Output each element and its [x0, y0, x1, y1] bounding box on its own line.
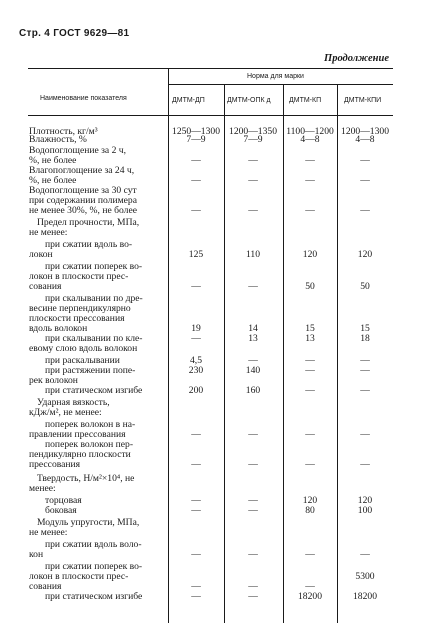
grade-header-rule — [168, 84, 393, 85]
row-label: не менее: — [29, 227, 68, 238]
row-label: Ударная вязкость, — [37, 397, 110, 408]
row-value: — — [191, 549, 201, 560]
row-label: при статическом изгибе — [45, 591, 143, 602]
row-label: Водопоглощение за 30 сут — [29, 185, 137, 196]
row-label: вдоль волокон — [29, 323, 88, 334]
row-value: — — [248, 459, 258, 470]
grade-header-kp: ДМТМ-КП — [289, 97, 322, 104]
row-label: Водопоглощение за 2 ч, — [29, 145, 126, 156]
row-label: торцовая — [45, 495, 82, 506]
row-value: 13 — [305, 333, 315, 344]
row-value: — — [248, 281, 258, 292]
row-value: 18 — [360, 333, 370, 344]
row-value: 7—9 — [186, 134, 206, 145]
row-value: — — [305, 175, 315, 186]
row-value: — — [360, 175, 370, 186]
row-label: менее: — [29, 483, 56, 494]
row-value: — — [191, 459, 201, 470]
row-value: — — [360, 385, 370, 396]
row-label: евому слою вдоль волокон — [29, 343, 138, 354]
row-value: — — [305, 155, 315, 166]
row-value: 18200 — [298, 591, 322, 602]
row-value: 1200—1300 — [341, 126, 389, 137]
row-label: плоскости прессования — [29, 313, 125, 324]
row-label: локон — [29, 249, 53, 260]
row-value: — — [305, 459, 315, 470]
row-value: 230 — [188, 365, 204, 376]
row-value: 4,5 — [190, 355, 202, 366]
row-label: локон в плоскости прес- — [29, 571, 129, 582]
continuation-label: Продолжение — [324, 53, 389, 64]
row-value: — — [248, 155, 258, 166]
row-value: — — [360, 355, 370, 366]
column-group-header: Норма для марки — [247, 73, 304, 80]
row-value: — — [191, 505, 201, 516]
row-label: кДж/м², не менее: — [29, 407, 102, 418]
row-value: — — [360, 205, 370, 216]
row-label: поперек волокон в на- — [45, 419, 136, 430]
row-label: Влагопоглощение за 24 ч, — [29, 165, 135, 176]
row-value: — — [305, 385, 315, 396]
row-value: 120 — [302, 249, 318, 260]
row-label: Предел прочности, МПа, — [37, 217, 140, 228]
row-label: Плотность, кг/м³ — [29, 126, 98, 137]
row-label: правлении прессования — [29, 429, 126, 440]
row-label: %, не более — [29, 175, 77, 186]
row-value: — — [360, 429, 370, 440]
row-value: — — [248, 429, 258, 440]
row-value: — — [191, 429, 201, 440]
row-label: при сжатии вдоль воло- — [45, 539, 142, 550]
row-value: — — [305, 355, 315, 366]
table-top-rule — [28, 68, 393, 69]
row-value: — — [305, 549, 315, 560]
column-header-name: Наименование показателя — [40, 95, 127, 102]
row-value: 1250—1300 — [172, 126, 220, 137]
row-label: при растяжении попе- — [45, 365, 136, 376]
row-value: 120 — [357, 495, 373, 506]
row-value: — — [248, 549, 258, 560]
grade-header-opk: ДМТМ-ОПК д — [227, 97, 271, 104]
grade-header-dp: ДМТМ-ДП — [172, 97, 205, 104]
row-label: не менее 30%, %, не более — [29, 205, 137, 216]
row-value: — — [248, 591, 258, 602]
row-value: 160 — [245, 385, 261, 396]
row-label: Твердость, Н/м²×10⁴, не — [37, 473, 135, 484]
row-value: 15 — [360, 323, 370, 334]
row-value: 14 — [248, 323, 258, 334]
row-value: 120 — [302, 495, 318, 506]
row-value: — — [248, 175, 258, 186]
row-label: при скалывании по дре- — [45, 293, 143, 304]
row-value: — — [248, 355, 258, 366]
row-label: при раскалывании — [45, 355, 120, 366]
row-value: — — [191, 591, 201, 602]
row-value: — — [360, 155, 370, 166]
row-value: 125 — [188, 249, 204, 260]
row-value: — — [191, 581, 201, 592]
row-value: 100 — [357, 505, 373, 516]
row-value: 50 — [305, 281, 315, 292]
row-label: Модуль упругости, МПа, — [37, 517, 140, 528]
row-value: — — [360, 365, 370, 376]
row-label: пендикулярно плоскости — [29, 449, 131, 460]
row-label: поперек волокон пер- — [45, 439, 134, 450]
row-label: при содержании полимера — [29, 195, 137, 206]
row-value: — — [248, 205, 258, 216]
row-value: — — [360, 459, 370, 470]
row-value: 200 — [188, 385, 204, 396]
row-value: — — [360, 549, 370, 560]
row-label: не менее: — [29, 527, 68, 538]
row-value: 80 — [305, 505, 315, 516]
row-label: при статическом изгибе — [45, 385, 143, 396]
row-value: — — [305, 365, 315, 376]
row-label: локон в плоскости прес- — [29, 271, 129, 282]
row-value: — — [248, 495, 258, 506]
row-value: 19 — [191, 323, 201, 334]
row-value: — — [191, 155, 201, 166]
row-value: — — [248, 505, 258, 516]
row-value: — — [248, 581, 258, 592]
row-value: 15 — [305, 323, 315, 334]
row-label: при сжатии вдоль во- — [45, 239, 133, 250]
grade-header-kpi: ДМТМ-КПИ — [344, 97, 382, 104]
row-value: 50 — [360, 281, 370, 292]
row-label: рек волокон — [29, 375, 78, 386]
row-label: %, не более — [29, 155, 77, 166]
row-label: при сжатии поперек во- — [45, 561, 143, 572]
row-value: — — [191, 495, 201, 506]
row-value: 110 — [245, 249, 261, 260]
row-value: 1100—1200 — [286, 126, 334, 137]
row-value: 4—8 — [300, 134, 320, 145]
row-value: — — [191, 205, 201, 216]
row-value: — — [305, 581, 315, 592]
page-header: Стр. 4 ГОСТ 9629—81 — [19, 28, 130, 39]
row-label: сования — [29, 281, 62, 292]
row-label: Влажность, % — [29, 134, 87, 145]
row-value: — — [305, 429, 315, 440]
header-bottom-rule — [28, 115, 393, 116]
row-value: 18200 — [353, 591, 377, 602]
row-label: боковая — [45, 505, 77, 516]
row-value: — — [191, 175, 201, 186]
row-value: — — [305, 205, 315, 216]
row-value: — — [191, 333, 201, 344]
row-value: 4—8 — [355, 134, 375, 145]
row-value: 13 — [248, 333, 258, 344]
row-value: 120 — [357, 249, 373, 260]
row-label: прессования — [29, 459, 81, 470]
row-value: 7—9 — [243, 134, 263, 145]
row-label: кон — [29, 549, 44, 560]
row-value: 5300 — [355, 571, 375, 582]
col-divider-0 — [168, 68, 169, 623]
row-value: 1200—1350 — [229, 126, 277, 137]
row-label: весине перпендикулярно — [29, 303, 131, 314]
row-value: 140 — [245, 365, 261, 376]
row-label: сования — [29, 581, 62, 592]
row-label: при скалывании по кле- — [45, 333, 143, 344]
row-value: — — [191, 281, 201, 292]
row-label: при сжатии поперек во- — [45, 261, 143, 272]
